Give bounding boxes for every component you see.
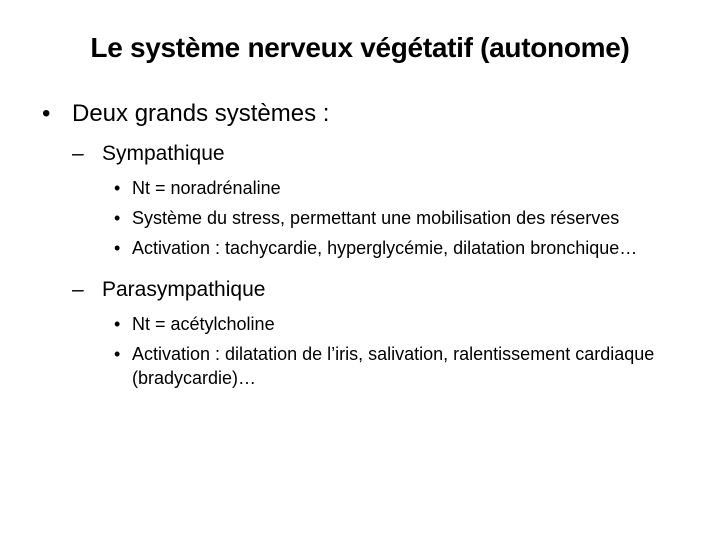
- bullet-dash-icon: –: [72, 142, 84, 165]
- list-item-text: Système du stress, permettant une mobilisation des réserves: [132, 208, 620, 228]
- bullet-intro: [36, 98, 686, 130]
- intro-text: Deux grands systèmes :: [72, 100, 330, 127]
- bullet-dash-icon: –: [72, 278, 84, 301]
- list-item-text: Nt = acétylcholine: [132, 314, 275, 334]
- bullet-dot-icon: •: [114, 344, 121, 364]
- list-item: [36, 176, 686, 200]
- bullet-dot-icon: •: [114, 238, 121, 258]
- section-heading-parasympathique: [36, 276, 686, 304]
- slide-body: [36, 98, 686, 396]
- section-heading-sympathique: [36, 140, 686, 168]
- list-item-text: Nt = noradrénaline: [132, 178, 281, 198]
- list-item: [36, 312, 686, 336]
- list-item: [36, 206, 686, 230]
- bullet-dot-icon: •: [114, 178, 121, 198]
- list-item-text: Activation : dilatation de l’iris, salivation, ralentissement cardiaque (bradycardie)…: [132, 344, 655, 388]
- list-item: [36, 342, 686, 390]
- list-item: [36, 236, 686, 260]
- slide-title: Le système nerveux végétatif (autonome): [90, 32, 630, 63]
- bullet-dot-icon: •: [114, 314, 121, 334]
- section-heading-text: Sympathique: [102, 142, 225, 165]
- section-heading-text: Parasympathique: [102, 278, 266, 301]
- bullet-dot-icon: •: [42, 100, 51, 127]
- bullet-dot-icon: •: [114, 208, 121, 228]
- list-item-text: Activation : tachycardie, hyperglycémie, dilatation bronchique…: [132, 238, 638, 258]
